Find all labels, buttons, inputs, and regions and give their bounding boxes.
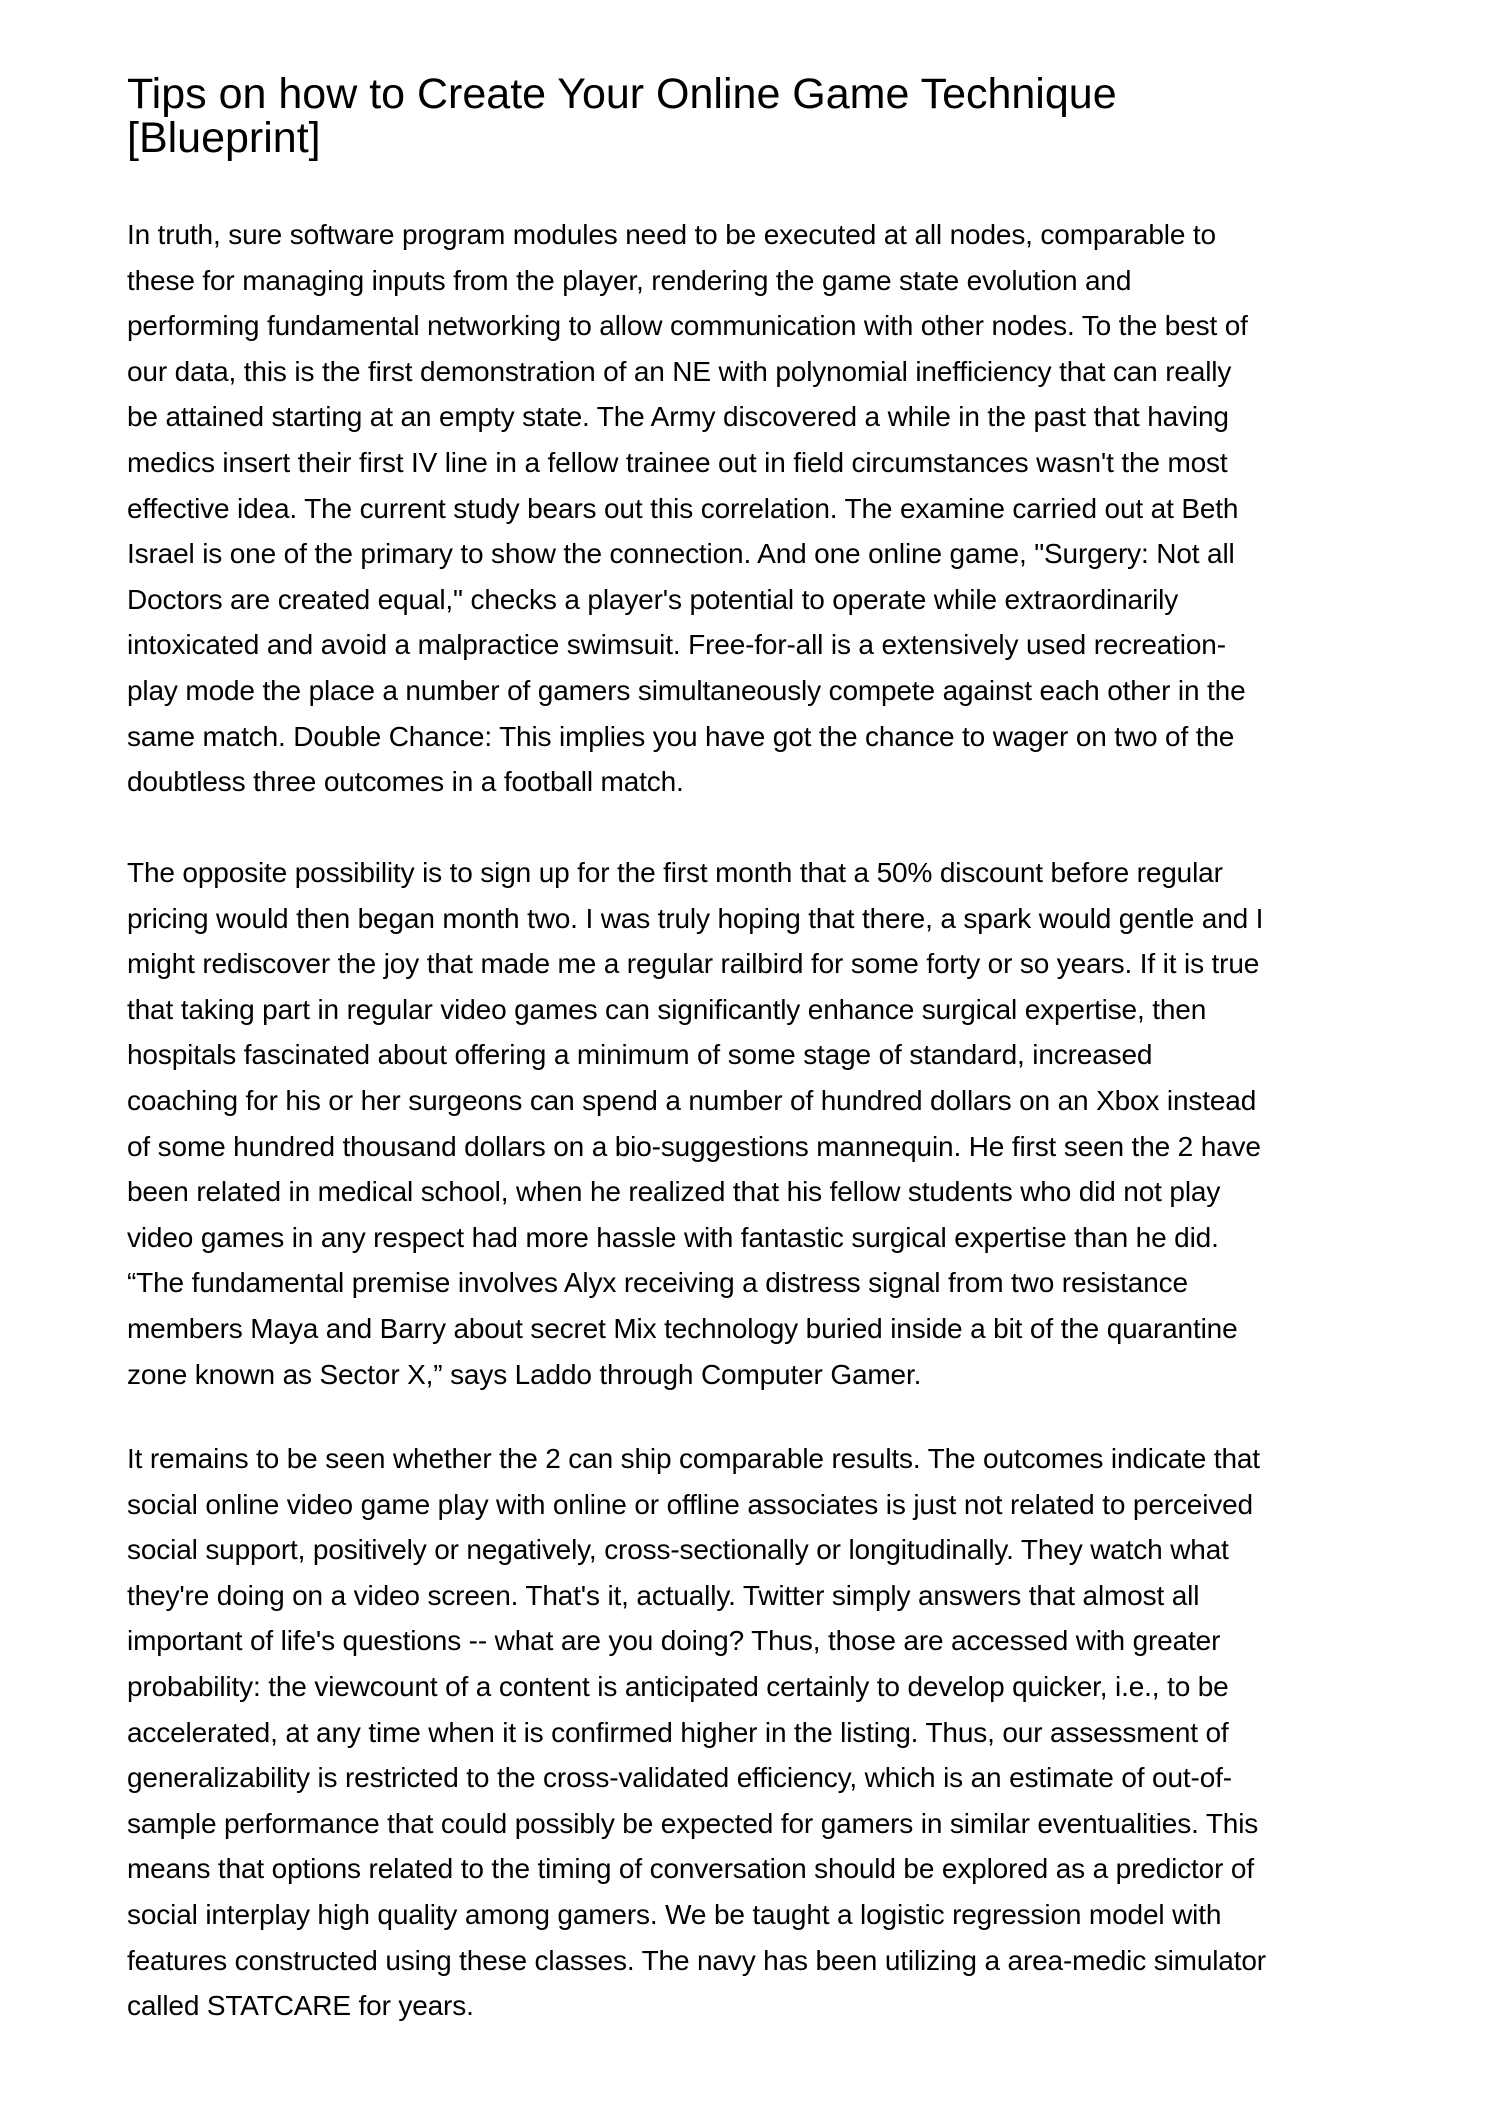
body-paragraph-1	[127, 212, 1248, 805]
text-line: effective idea. The current study bears out this correlation. The examine carried out at Beth	[127, 492, 1239, 524]
text-line: same match. Double Chance: This implies you have got the chance to wager on two of the	[127, 720, 1235, 752]
text-line: generalizability is restricted to the cross-validated efficiency, which is an estimate of out-of-	[127, 1762, 1232, 1794]
text-line: The opposite possibility is to sign up for the first month that a 50% discount before regular	[127, 857, 1223, 888]
text-line: social support, positively or negatively, cross-sectionally or longitudinally. They watch what	[127, 1534, 1229, 1566]
text-line: doubtless three outcomes in a football match.	[127, 766, 684, 798]
text-line: called STATCARE for years.	[127, 1990, 474, 2022]
body-paragraph-2	[127, 850, 1263, 1397]
text-line: sample performance that could possibly be expected for gamers in similar eventualities. This	[127, 1807, 1259, 1839]
text-line: intoxicated and avoid a malpractice swimsuit. Free-for-all is a extensively used recreation-	[127, 629, 1226, 661]
text-line: be attained starting at an empty state. The Army discovered a while in the past that having	[127, 401, 1229, 433]
title-line: [Blueprint]	[127, 114, 321, 162]
text-line: that taking part in regular video games can significantly enhance surgical expertise, then	[127, 993, 1207, 1025]
title-line: Tips on how to Create Your Online Game Technique	[127, 70, 1117, 118]
body-paragraph-3	[127, 1436, 1266, 2029]
text-line: medics insert their first IV line in a fellow trainee out in field circumstances wasn't the most	[127, 446, 1228, 478]
text-line: members Maya and Barry about secret Mix technology buried inside a bit of the quarantine	[127, 1312, 1238, 1344]
text-line: zone known as Sector X,” says Laddo through Computer Gamer.	[127, 1358, 922, 1390]
text-line: pricing would then began month two. I was truly hoping that there, a spark would gentle and I	[127, 902, 1264, 934]
text-line: social online video game play with online or offline associates is just not related to perceived	[127, 1488, 1253, 1520]
text-line: features constructed using these classes. The navy has been utilizing a area-medic simulator	[127, 1944, 1266, 1976]
page-title	[127, 72, 1117, 160]
text-line: important of life's questions -- what are you doing? Thus, those are accessed with greater	[127, 1625, 1221, 1657]
text-line: been related in medical school, when he realized that his fellow students who did not play	[127, 1176, 1221, 1208]
text-line: play mode the place a number of gamers simultaneously compete against each other in the	[127, 674, 1246, 706]
text-line: these for managing inputs from the player, rendering the game state evolution and	[127, 264, 1132, 296]
text-line: accelerated, at any time when it is confirmed higher in the listing. Thus, our assessment of	[127, 1716, 1229, 1748]
text-line: In truth, sure software program modules need to be executed at all nodes, comparable to	[127, 219, 1216, 250]
text-line: they're doing on a video screen. That's it, actually. Twitter simply answers that almost all	[127, 1579, 1200, 1611]
text-line: It remains to be seen whether the 2 can ship comparable results. The outcomes indicate that	[127, 1443, 1260, 1474]
text-line: probability: the viewcount of a content is anticipated certainly to develop quicker, i.e., to be	[127, 1670, 1229, 1702]
text-line: “The fundamental premise involves Alyx receiving a distress signal from two resistance	[127, 1267, 1188, 1299]
text-line: coaching for his or her surgeons can spend a number of hundred dollars on an Xbox instead	[127, 1084, 1257, 1116]
text-line: Doctors are created equal," checks a player's potential to operate while extraordinarily	[127, 583, 1179, 615]
text-line: our data, this is the first demonstration of an NE with polynomial inefficiency that can really	[127, 355, 1232, 387]
text-line: means that options related to the timing of conversation should be explored as a predictor of	[127, 1853, 1254, 1885]
text-line: might rediscover the joy that made me a regular railbird for some forty or so years. If it is true	[127, 948, 1260, 980]
text-line: of some hundred thousand dollars on a bio-suggestions mannequin. He first seen the 2 have	[127, 1130, 1261, 1162]
text-line: social interplay high quality among gamers. We be taught a logistic regression model with	[127, 1898, 1222, 1930]
text-line: video games in any respect had more hassle with fantastic surgical expertise than he did.	[127, 1221, 1219, 1253]
text-line: Israel is one of the primary to show the connection. And one online game, "Surgery: Not all	[127, 538, 1235, 570]
text-line: performing fundamental networking to allow communication with other nodes. To the best of	[127, 310, 1248, 342]
text-line: hospitals fascinated about offering a minimum of some stage of standard, increased	[127, 1039, 1153, 1071]
